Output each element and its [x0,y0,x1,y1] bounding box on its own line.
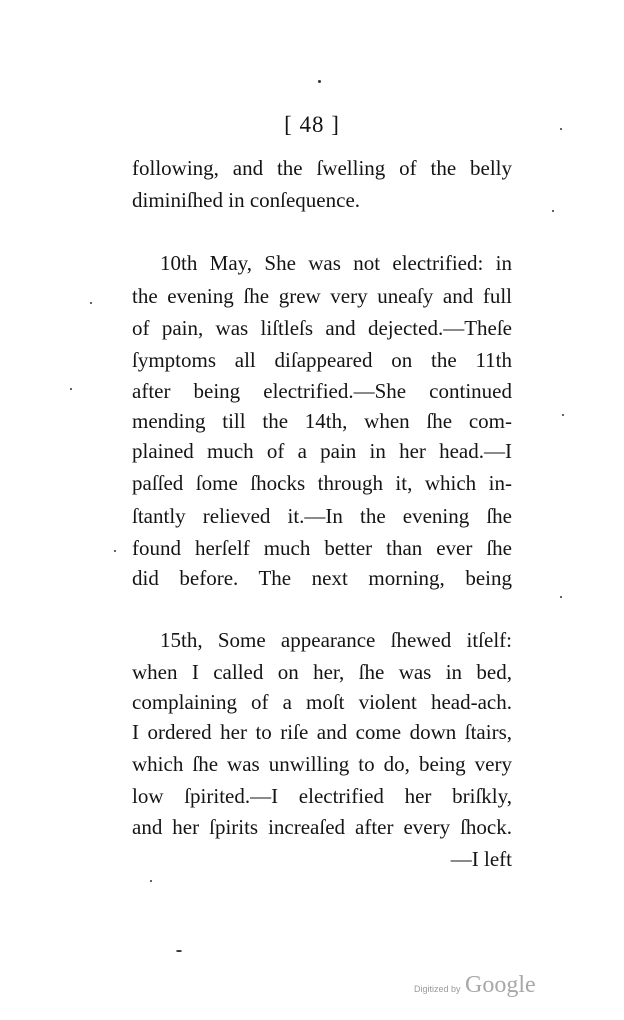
text-line-2: diminiſhed in conſequence. [132,188,361,212]
text-line-9: plained much of a pain in her head.—I [132,439,512,463]
watermark-brand: Google [464,972,536,998]
page-number: [ 48 ] [284,112,340,137]
text-line-14: 15th, Some appearance ſhewed itſelf: [160,628,512,652]
text-line-17: I ordered her to riſe and come down ſtairs, [132,720,512,744]
text-line-15: when I called on her, ſhe was in bed, [132,660,512,684]
scan-speck [560,596,562,598]
scan-speck [560,128,562,130]
watermark [414,972,536,999]
scan-speck [90,302,92,304]
text-line-1: following, and the ſwelling of the belly [132,156,512,180]
text-line-18: which ſhe was unwilling to do, being very [132,752,512,776]
text-line-20: and her ſpirits increaſed after every ſhock. [132,815,512,839]
text-line-3: 10th May, She was not electrified: in [160,251,512,275]
scan-speck [114,550,116,552]
watermark-prefix: Digitized by [414,984,461,994]
text-line-5: of pain, was liſtleſs and dejected.—Theſe [132,316,512,340]
text-line-12: found herſelf much better than ever ſhe [132,536,512,560]
catchword: —I left [450,847,512,871]
text-line-4: the evening ſhe grew very uneaſy and full [132,284,512,308]
text-line-16: complaining of a moſt violent head-ach. [132,690,512,714]
text-line-11: ſtantly relieved it.—In the evening ſhe [132,504,512,528]
text-line-19: low ſpirited.—I electrified her briſkly, [132,784,512,808]
text-line-10: paſſed ſome ſhocks through it, which in- [132,471,512,495]
scan-speck [562,414,564,416]
text-line-6: ſymptoms all diſappeared on the 11th [132,348,512,372]
text-line-13: did before. The next morning, being [132,566,512,590]
scan-speck [70,388,72,390]
text-line-7: after being electrified.—She continued [132,379,512,403]
scan-speck [176,950,182,952]
scan-speck [318,80,321,83]
scan-speck [552,210,554,212]
scan-speck [150,880,152,882]
text-line-8: mending till the 14th, when ſhe com- [132,409,512,433]
